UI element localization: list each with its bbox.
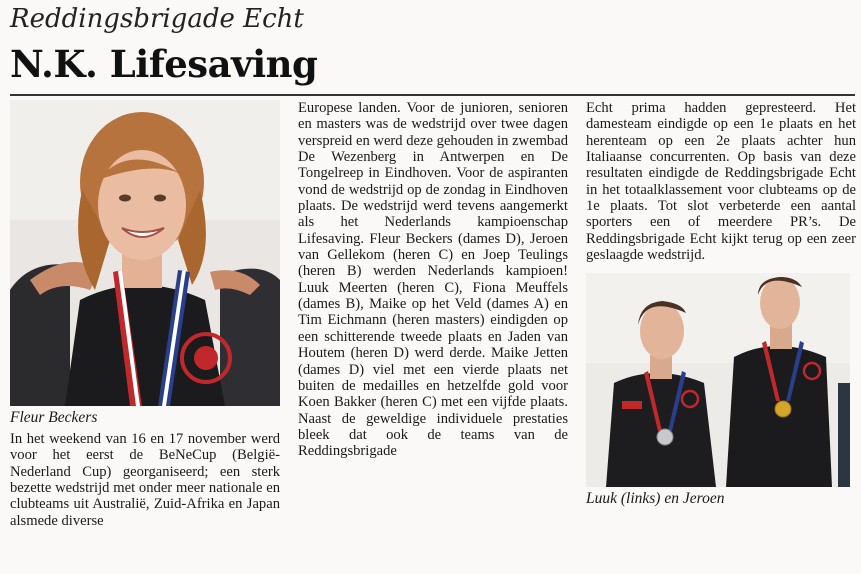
article-paragraph-col1: In het weekend van 16 en 17 november werd voor het eerst de BeNeCup (België-Nederland Cup) georganiseerd; een sterk bezette wedstrijd met onder meer nationale en clubteams uit Australië, Zuid-Afrika en Japan alsmede diverse <box>10 431 280 529</box>
article-paragraph-col2: Europese landen. Voor de junioren, senioren en masters was de wedstrijd over twee dagen verspreid en werd deze gehouden in zwembad De Wezenberg in Antwerpen en De Tongelreep in Eindhoven. Voor de aspiranten vond de wedstrijd op de zondag in Eindhoven plaats. De wedstrijd werd tevens aangemerkt als het Nederlands kampioenschap Lifesaving. Fleur Beckers (dames D), Jeroen van Gellekom (heren C) en Joep Teulings (heren B) werden Nederlands kampioen! Luuk Meerten (heren C), Fiona Meuffels (dames B), Maike op het Veld (dames A) en Tim Eichmann (heren masters) eindigden op een schitterende tweede plaats en Jaden van Houtem (heren D) werd derde. Maike Jetten (dames D) viel met een vierde plaats net buiten de medailles en hetzelfde gold voor Koen Bakker (heren C) met een vijfde plaats. Naast de geweldige individuele prestaties bleek dat ook de teams van de Reddingsbrigade <box>298 100 568 460</box>
article-paragraph-col3: Echt prima hadden gepresteerd. Het damesteam eindigde op een 1e plaats en het herenteam op een 2e plaats achter hun Italiaanse concurrenten. Op basis van deze resultaten eindigde de Reddingsbrigade Echt in het totaalklassement voor clubteams op de 1e plaats. Tot slot verbeterde een aantal sporters een of meerdere PR’s. De Reddingsbrigade Echt kijkt terug op een zeer geslaagde wedstrijd. <box>586 100 856 264</box>
photo-caption-left: Fleur Beckers <box>10 409 98 426</box>
portrait-illustration <box>10 100 280 406</box>
kicker-heading: Reddingsbrigade Echt <box>10 4 304 34</box>
photo-luuk-and-jeroen <box>586 273 850 487</box>
article-column-2 <box>298 100 568 460</box>
two-boys-illustration <box>586 273 850 487</box>
article-title: N.K. Lifesaving <box>10 42 318 86</box>
photo-caption-right: Luuk (links) en Jeroen <box>586 490 725 508</box>
photo-fleur-beckers <box>10 100 280 406</box>
article-column-1 <box>10 100 280 529</box>
article-column-3 <box>586 100 856 512</box>
title-divider <box>10 94 855 96</box>
